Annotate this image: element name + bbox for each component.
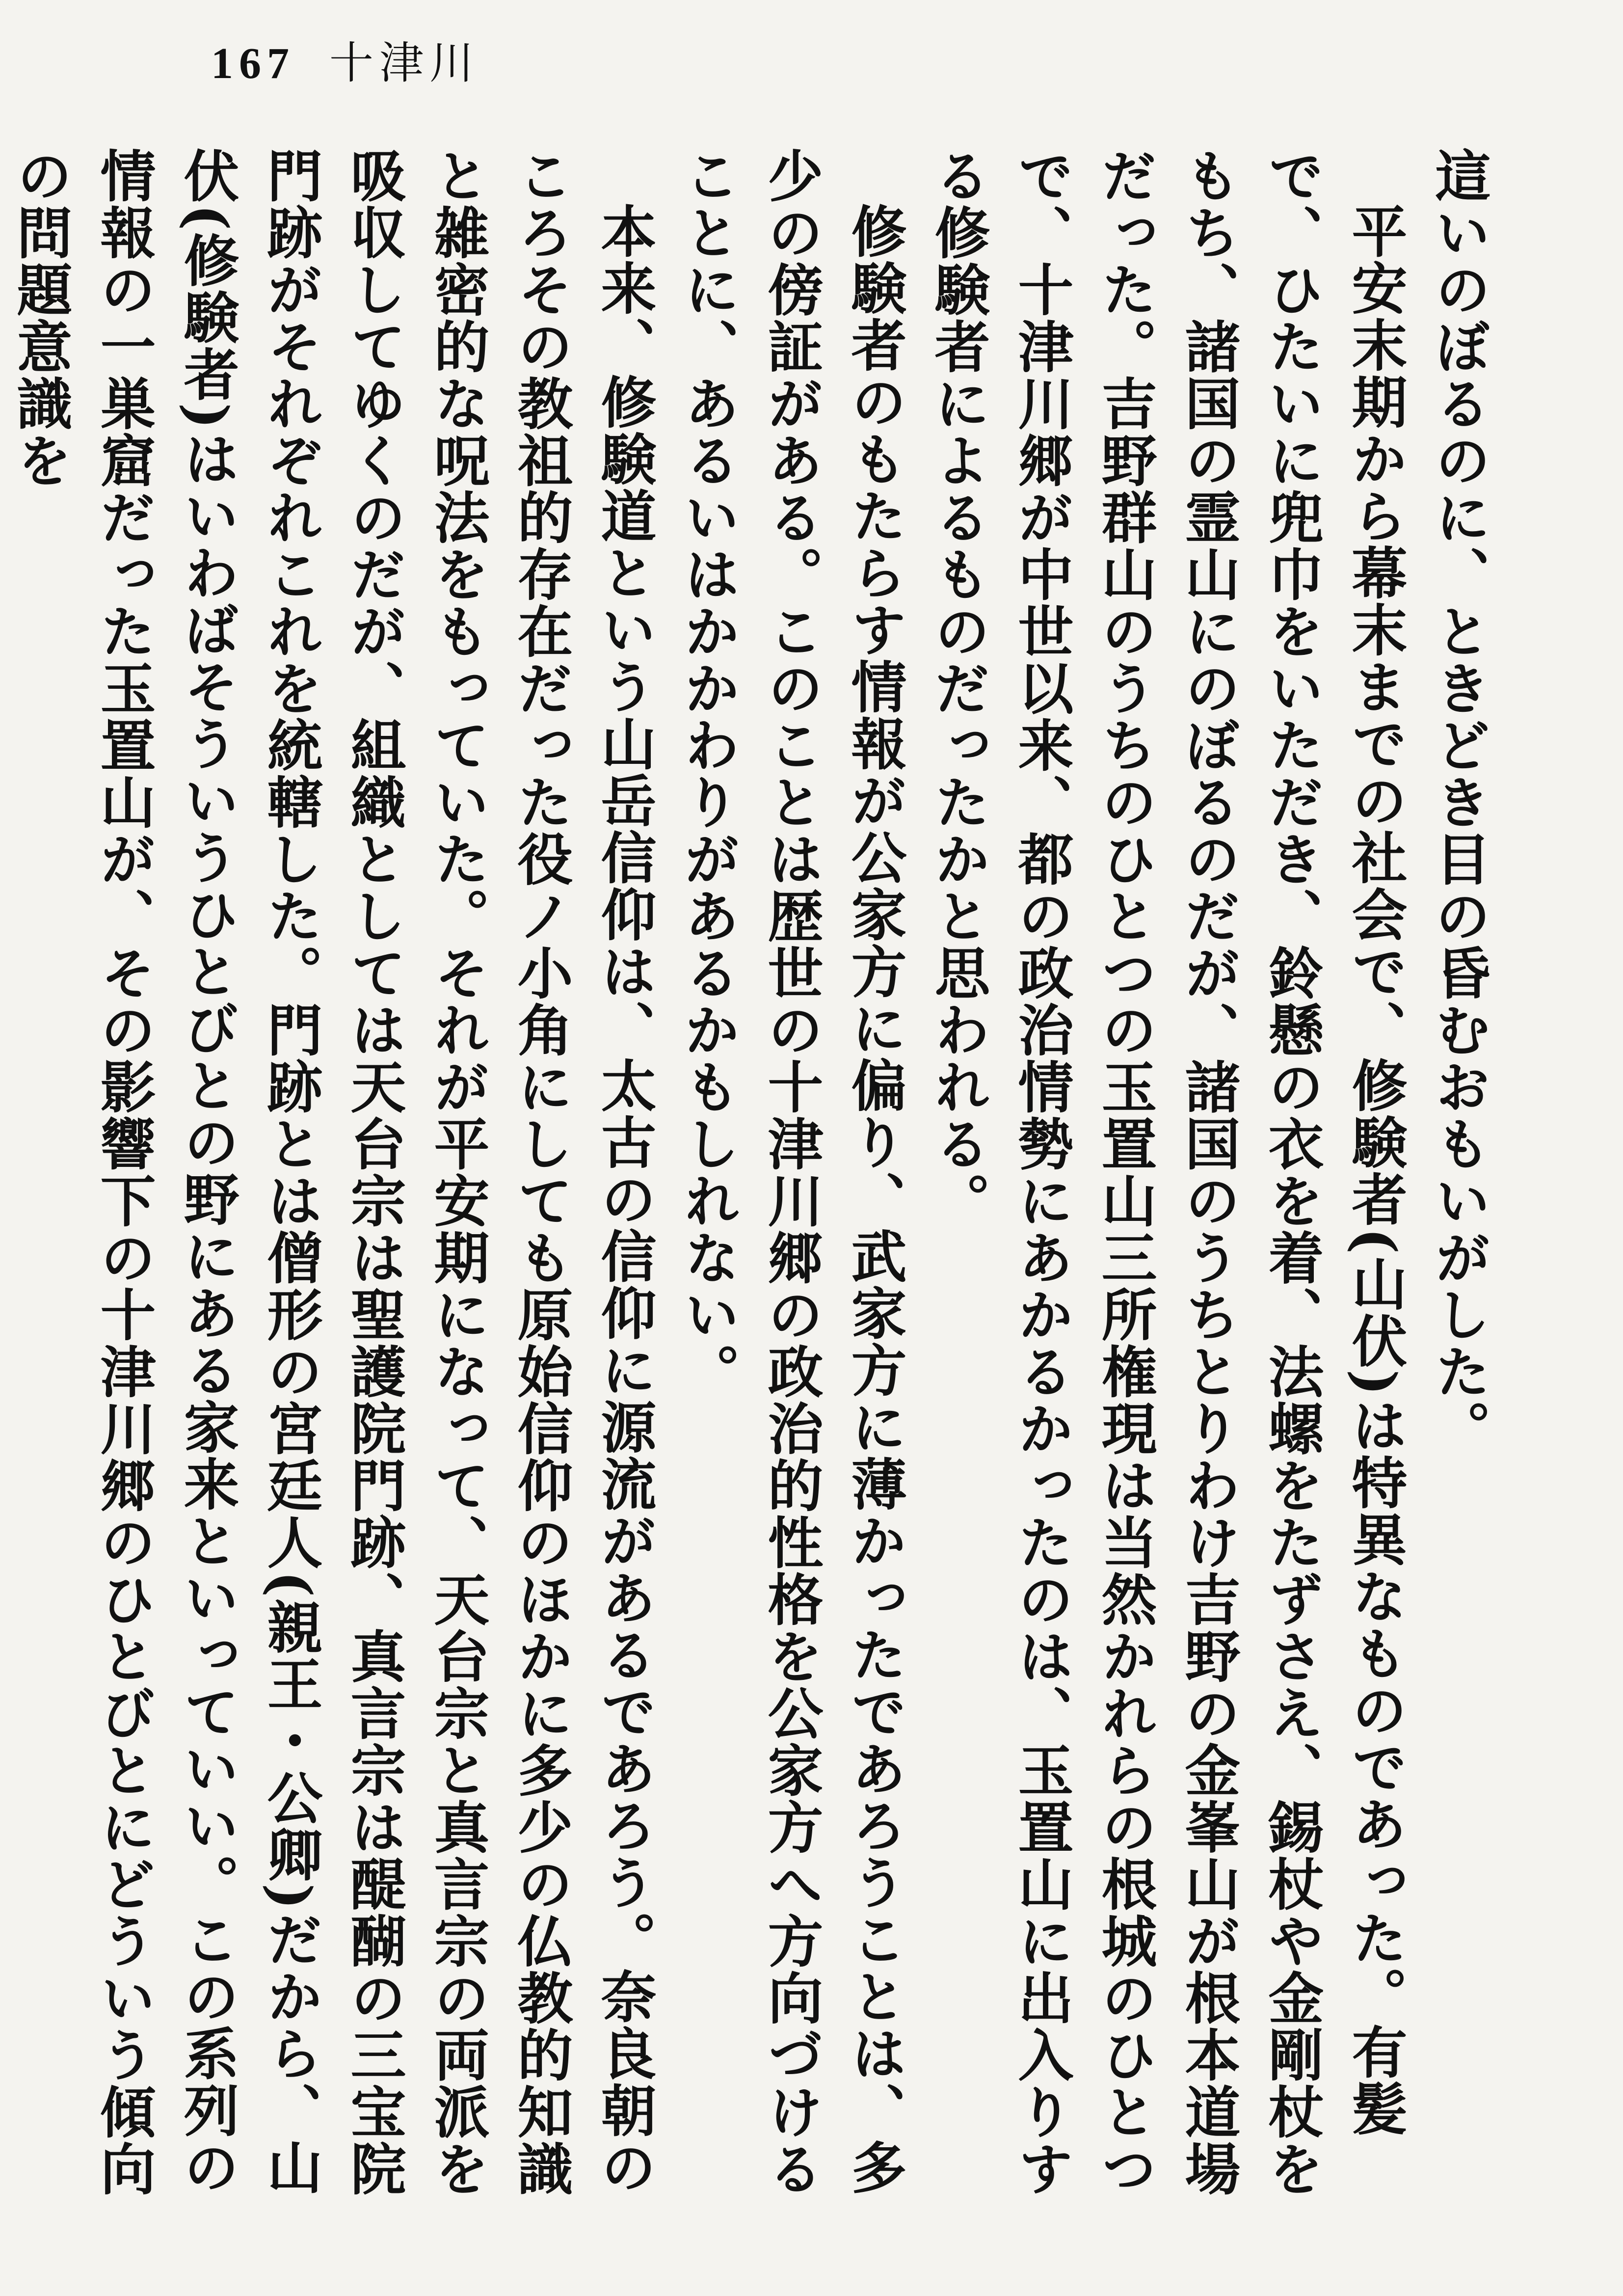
paragraph: 平安末期から幕末までの社会で、修験者(山伏)は特異なものであった。有髪で、ひたいに兜巾をいただき、鈴懸の衣を着、法螺をたずさえ、錫杖や金剛杖をもち、諸国の霊山にのぼるのだが、諸国のうちとりわけ吉野の金峯山が根本道場だった。吉野群山のうちのひとつの玉置山三所権現は当然かれらの根城のひとつで、十津川郷が中世以来、都の政治情勢にあかるかったのは、玉置山に出入りする修験者によるものだったかと思われる。 [926,147,1408,2197]
page-header [211,27,479,91]
paragraph: 修験者のもたらす情報が公家方に偏り、武家方に薄かったであろうことは、多少の傍証がある。このことは歴世の十津川郷の政治的性格を公家方へ方向づけることに、あるいはかかわりがあるかもしれない。 [675,147,907,2197]
vertical-body-text [0,147,1500,2234]
page-number: 167 [211,39,295,88]
paragraph: 這いのぼるのに、ときどき目の昏むおもいがした。 [1426,147,1491,1457]
paragraph: 本来、修験道という山岳信仰は、太古の信仰に源流があるであろう。奈良朝のころその教祖的存在だった役ノ小角にしても原始信仰のほかに多少の仏教的知識と雑密的な呪法をもっていた。それが平安期になって、天台宗と真言宗の両派を吸収してゆくのだが、組織としては天台宗は聖護院門跡、真言宗は醍醐の三宝院門跡がそれぞれこれを統轄した。門跡とは僧形の宮廷人(親王・公卿)だから、山伏(修験者)はいわばそういうひとびとの野にある家来といっていい。この系列の情報の一巣窟だった玉置山が、その影響下の十津川郷のひとびとにどういう傾向の問題意識を [8,147,657,2197]
running-title: 十津川 [329,37,479,89]
